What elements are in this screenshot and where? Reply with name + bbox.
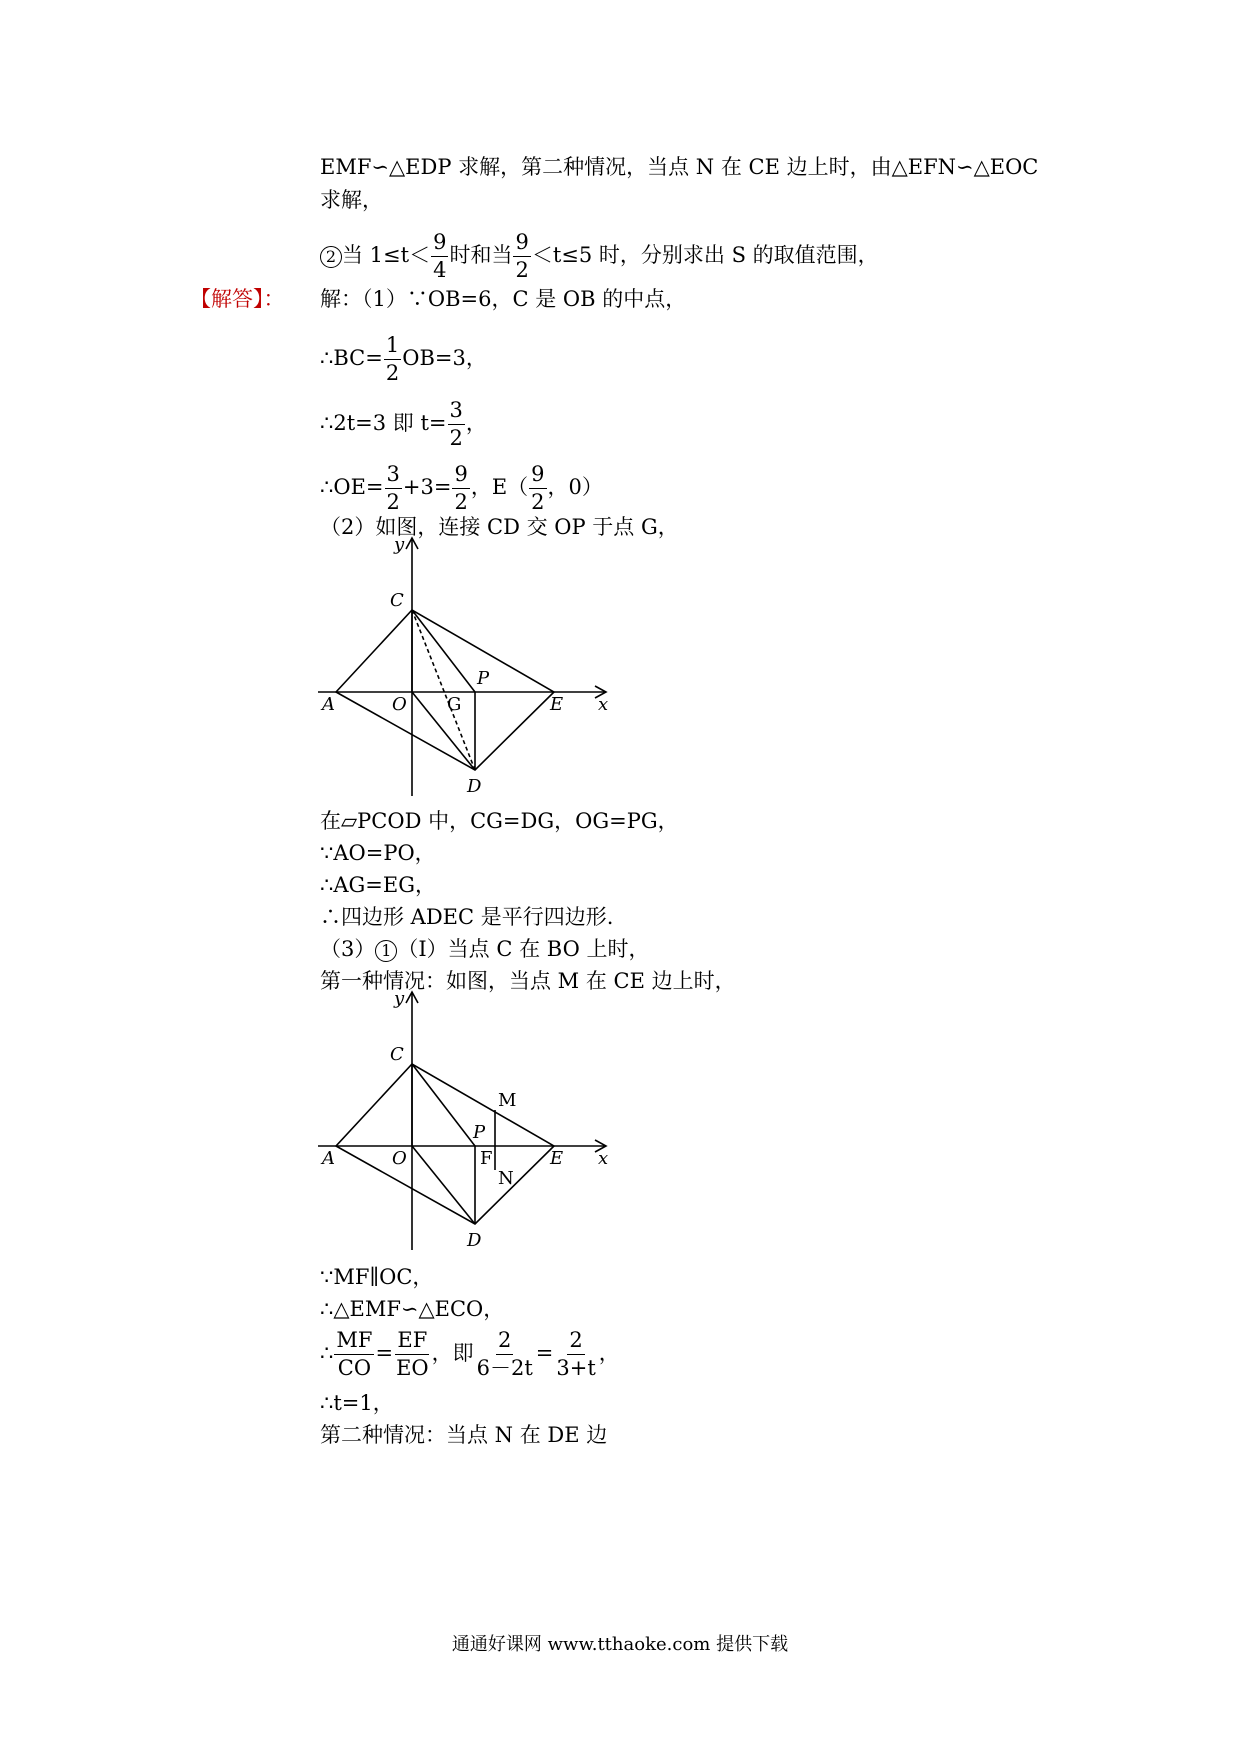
text-line-13: （3） 1 （Ⅰ）当点 C 在 BO 上时， xyxy=(320,937,650,961)
text-line-14: 第一种情况：如图，当点 M 在 CE 边上时， xyxy=(320,969,736,993)
fraction: $\frac{1}{2}$ xyxy=(385,333,400,385)
circled-number: 1 xyxy=(375,940,397,962)
segment-cd-dashed xyxy=(412,610,475,770)
text-line-2: 求解， xyxy=(320,188,383,212)
circled-number: 2 xyxy=(320,246,342,268)
fraction: $\frac{9}{4}$ xyxy=(433,230,447,282)
label-g: G xyxy=(447,694,462,715)
segment-od xyxy=(412,1146,475,1224)
fraction: $\frac{3}{2}$ xyxy=(449,398,463,450)
parallelogram-adec xyxy=(336,610,554,770)
fraction: $\frac{3}{2}$ xyxy=(386,462,400,514)
text-line-1: EMF∽△EDP 求解，第二种情况，当点 N 在 CE 边上时，由△EFN∽△EOC xyxy=(320,155,1039,179)
text-line-18: ∴t=1， xyxy=(320,1391,394,1415)
label-d: D xyxy=(467,776,482,797)
label-c: C xyxy=(390,1044,404,1065)
label-y: y xyxy=(394,988,405,1009)
fraction: $\frac{9}{2}$ xyxy=(531,462,545,514)
text-line-10: ∵AO=PO， xyxy=(320,841,436,865)
text-line-6: ∴2t=3 即 t= $\frac{3}{2}$ ， xyxy=(320,398,487,450)
text-line-19: 第二种情况：当点 N 在 DE 边 xyxy=(320,1423,608,1447)
label-f: F xyxy=(480,1148,493,1169)
label-o: O xyxy=(392,1148,407,1169)
text-line-3: 2 当 1≤t＜ $\frac{9}{4}$ 时和当 $\frac{9}{2}$ ＜t≤5 时，分别求出 S 的取值范围， xyxy=(320,232,879,281)
label-d: D xyxy=(467,1230,482,1251)
segment-cp xyxy=(412,610,475,692)
label-a: A xyxy=(322,1148,335,1169)
fraction: $\frac{MF}{CO}$ xyxy=(336,1328,373,1380)
segment-od xyxy=(412,692,475,770)
text-line-8: （2）如图，连接 CD 交 OP 于点 G， xyxy=(320,515,679,539)
fraction: $\frac{EF}{EO}$ xyxy=(396,1328,429,1380)
geometry-figure-2 xyxy=(318,988,618,1252)
label-o: O xyxy=(392,694,407,715)
label-a: A xyxy=(322,694,335,715)
label-x: x xyxy=(598,694,609,715)
segment-cp xyxy=(412,1064,475,1146)
footer: 通通好课网 www.tthaoke.com 提供下载 xyxy=(451,1634,789,1655)
text-line-11: ∴AG=EG， xyxy=(320,873,437,897)
text-line-16: ∴△EMF∽△ECO， xyxy=(320,1297,505,1321)
label-m: M xyxy=(498,1090,517,1111)
text-line-17: ∴ $\frac{MF}{CO}$ = $\frac{EF}{EO}$ ，即 $\frac{2}{6-2t}$ = $\frac{2}{3+t}$ ， xyxy=(320,1328,620,1380)
label-x: x xyxy=(598,1148,609,1169)
geometry-figure-1 xyxy=(318,534,618,798)
fraction: $\frac{9}{2}$ xyxy=(454,462,468,514)
answer-label: 【解答】： xyxy=(190,287,285,311)
label-c: C xyxy=(390,590,404,611)
label-p: P xyxy=(477,668,490,689)
text-line-9: 在▱PCOD 中，CG=DG，OG=PG， xyxy=(320,809,679,833)
text-line-12: ∴四边形 ADEC 是平行四边形. xyxy=(320,905,614,929)
parallelogram-adec xyxy=(336,1064,554,1224)
label-n: N xyxy=(498,1168,514,1189)
text-line-15: ∵MF∥OC， xyxy=(320,1265,434,1289)
label-e: E xyxy=(550,694,564,715)
label-y: y xyxy=(394,534,405,555)
fraction: $\frac{9}{2}$ xyxy=(515,230,529,282)
fraction: $\frac{2}{6-2t}$ xyxy=(476,1328,533,1380)
text-line-4: 解：（1）∵OB=6，C 是 OB 的中点， xyxy=(320,287,687,311)
text-line-7: ∴OE= $\frac{3}{2}$ +3= $\frac{9}{2}$ ，E（ $\frac{9}{2}$ ，0） xyxy=(320,462,603,514)
fraction: $\frac{2}{3+t}$ xyxy=(556,1328,596,1380)
text-line-5: ∴BC= $\frac{1}{2}$ OB=3， xyxy=(320,333,487,385)
label-e: E xyxy=(550,1148,564,1169)
label-p: P xyxy=(473,1122,486,1143)
